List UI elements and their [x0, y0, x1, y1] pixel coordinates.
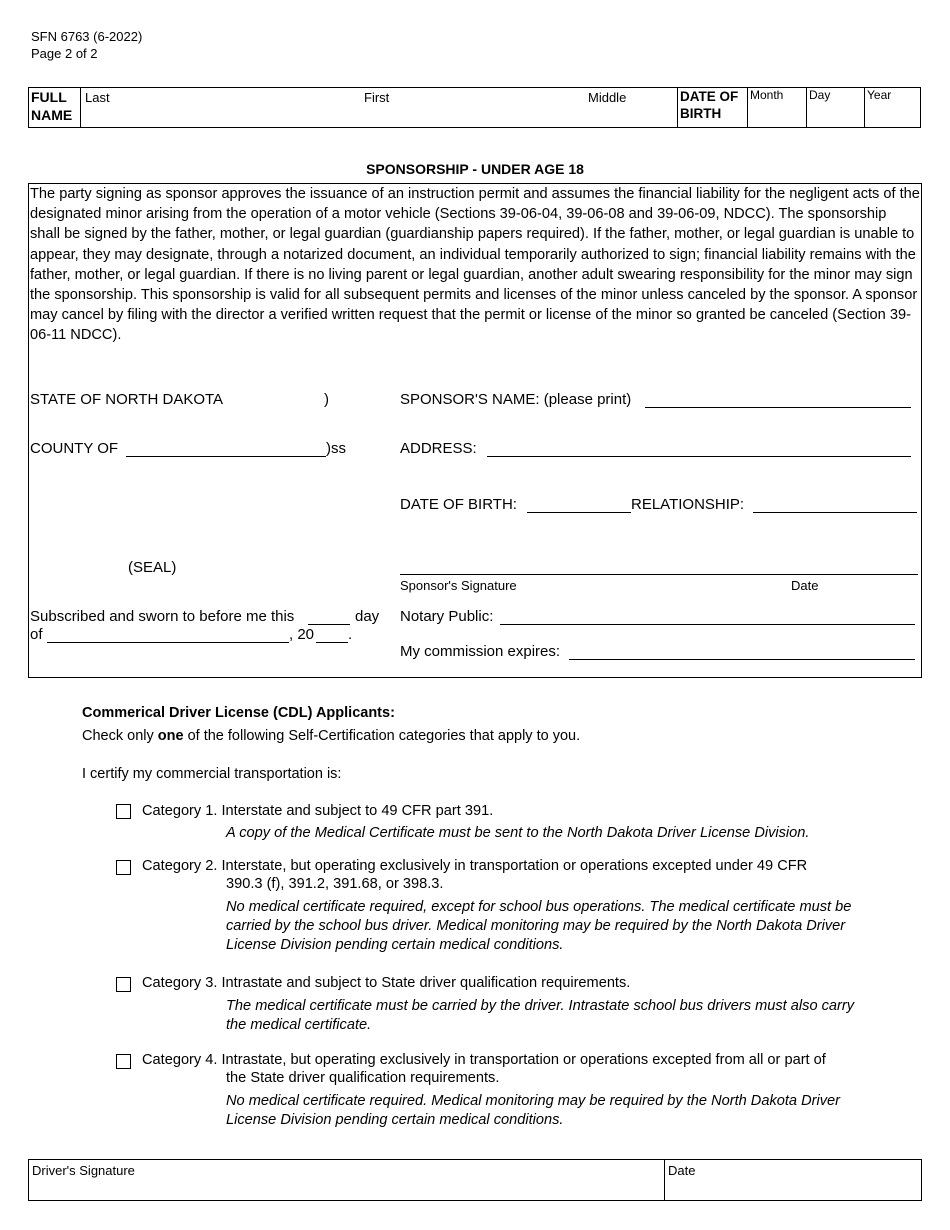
category-4-label: Category 4. Intrastate, but operating exclusively in transportation or operations excepted from all or part of [142, 1052, 826, 1068]
middle-name-field[interactable]: Middle [588, 90, 627, 105]
sponsor-signature-input[interactable] [400, 559, 918, 575]
notary-input[interactable] [500, 609, 915, 625]
driver-signature-box [28, 1159, 922, 1201]
category-2-checkbox[interactable] [116, 860, 131, 875]
category-3-checkbox[interactable] [116, 977, 131, 992]
sponsorship-title: SPONSORSHIP - UNDER AGE 18 [366, 161, 584, 177]
relationship-input[interactable] [753, 497, 917, 513]
driver-date-field[interactable]: Date [668, 1163, 696, 1178]
sponsor-name-label: SPONSOR'S NAME: (please print) [400, 391, 632, 408]
dob-day-field[interactable]: Day [809, 88, 831, 102]
subscribed-year-label: , 20 [289, 626, 315, 643]
commission-label: My commission expires: [400, 643, 561, 660]
dob-year-field[interactable]: Year [867, 88, 892, 102]
relationship-label: RELATIONSHIP: [631, 496, 745, 513]
address-input[interactable] [487, 441, 911, 457]
category-1-label: Category 1. Interstate and subject to 49 CFR part 391. [142, 803, 494, 819]
sponsor-signature-label: Sponsor's Signature [400, 578, 517, 593]
subscribed-month-input[interactable] [47, 627, 289, 643]
name-dob-box [28, 87, 921, 128]
subscribed-day-label: day [355, 608, 380, 625]
category-2-note: No medical certificate required, except for school bus operations. The medical certificate must be carried by the school bus driver. Medical monitoring may be required by the North Dakota Driver License Division pending certain medical conditions. [226, 899, 852, 953]
first-name-field[interactable]: First [364, 90, 390, 105]
county-label: COUNTY OF [30, 440, 119, 457]
subscribed-day-input[interactable] [308, 609, 350, 625]
subscribed-end: . [348, 626, 353, 643]
last-name-field[interactable]: Last [85, 90, 110, 105]
commission-input[interactable] [569, 644, 915, 660]
subscribed-text: Subscribed and sworn to before me this [30, 608, 295, 625]
category-1-note: A copy of the Medical Certificate must be sent to the North Dakota Driver License Division. [226, 825, 810, 841]
cdl-heading: Commerical Driver License (CDL) Applicants: [82, 705, 395, 721]
sponsor-date-label: Date [791, 578, 819, 593]
page-number: Page 2 of 2 [31, 46, 98, 61]
sponsor-dob-input[interactable] [527, 497, 631, 513]
seal-label: (SEAL) [128, 559, 177, 576]
address-label: ADDRESS: [400, 440, 477, 457]
category-1-checkbox[interactable] [116, 804, 131, 819]
category-2-label-cont: 390.3 (f), 391.2, 391.68, or 398.3. [226, 876, 444, 892]
ss-label: )ss [326, 440, 346, 457]
category-4-label-cont: the State driver qualification requirements. [226, 1070, 500, 1086]
state-paren: ) [324, 391, 329, 408]
form-number: SFN 6763 (6-2022) [31, 29, 143, 44]
category-2-label: Category 2. Interstate, but operating exclusively in transportation or operations excepted under 49 CFR [142, 858, 808, 874]
sponsorship-paragraph: The party signing as sponsor approves the issuance of an instruction permit and assumes the financial liability for the negligent acts of the designated minor arising from the operation of a motor vehicle (Sections 39-06-04, 39-06-08 and 39-06-09, NDCC). The sponsorship shall be signed by the father, mother, or legal guardian (guardianship papers required). If the father, mother, or legal guardian is unable to appear, they may designate, through a notarized document, an individual temporarily authorized to sign; financial liability remains with the father, mother, or legal guardian. If there is no living parent or legal guardian, another adult swearing responsibility for the minor may sign the sponsorship. This sponsorship is valid for all subsequent permits and licenses of the minor unless canceled by the sponsor. A sponsor may cancel by filing with the director a verified written request that the permit or license of the minor so granted be canceled (Section 39-06-11 NDCC). [30, 186, 920, 344]
notary-label: Notary Public: [400, 608, 494, 625]
cdl-instructions: Check only one of the following Self-Certification categories that apply to you. [82, 728, 581, 744]
category-3-label: Category 3. Intrastate and subject to State driver qualification requirements. [142, 975, 631, 991]
driver-signature-field[interactable]: Driver's Signature [32, 1163, 135, 1178]
category-3-note: The medical certificate must be carried by the driver. Intrastate school bus drivers must also carry the medical certificate. [226, 998, 855, 1033]
sponsor-name-input[interactable] [645, 392, 911, 408]
county-input[interactable] [126, 441, 326, 457]
full-name-label: FULL NAME [31, 89, 73, 123]
subscribed-of-label: of [30, 626, 43, 643]
dob-month-field[interactable]: Month [750, 88, 784, 102]
subscribed-year-input[interactable] [316, 627, 348, 643]
cdl-certify-text: I certify my commercial transportation is: [82, 766, 342, 782]
category-4-note: No medical certificate required. Medical monitoring may be required by the North Dakota Driver License Division pending certain medical conditions. [226, 1093, 841, 1128]
state-label: STATE OF NORTH DAKOTA [30, 391, 224, 408]
dob-label: DATE OF BIRTH [680, 89, 739, 121]
sponsor-dob-label: DATE OF BIRTH: [400, 496, 517, 513]
category-4-checkbox[interactable] [116, 1054, 131, 1069]
